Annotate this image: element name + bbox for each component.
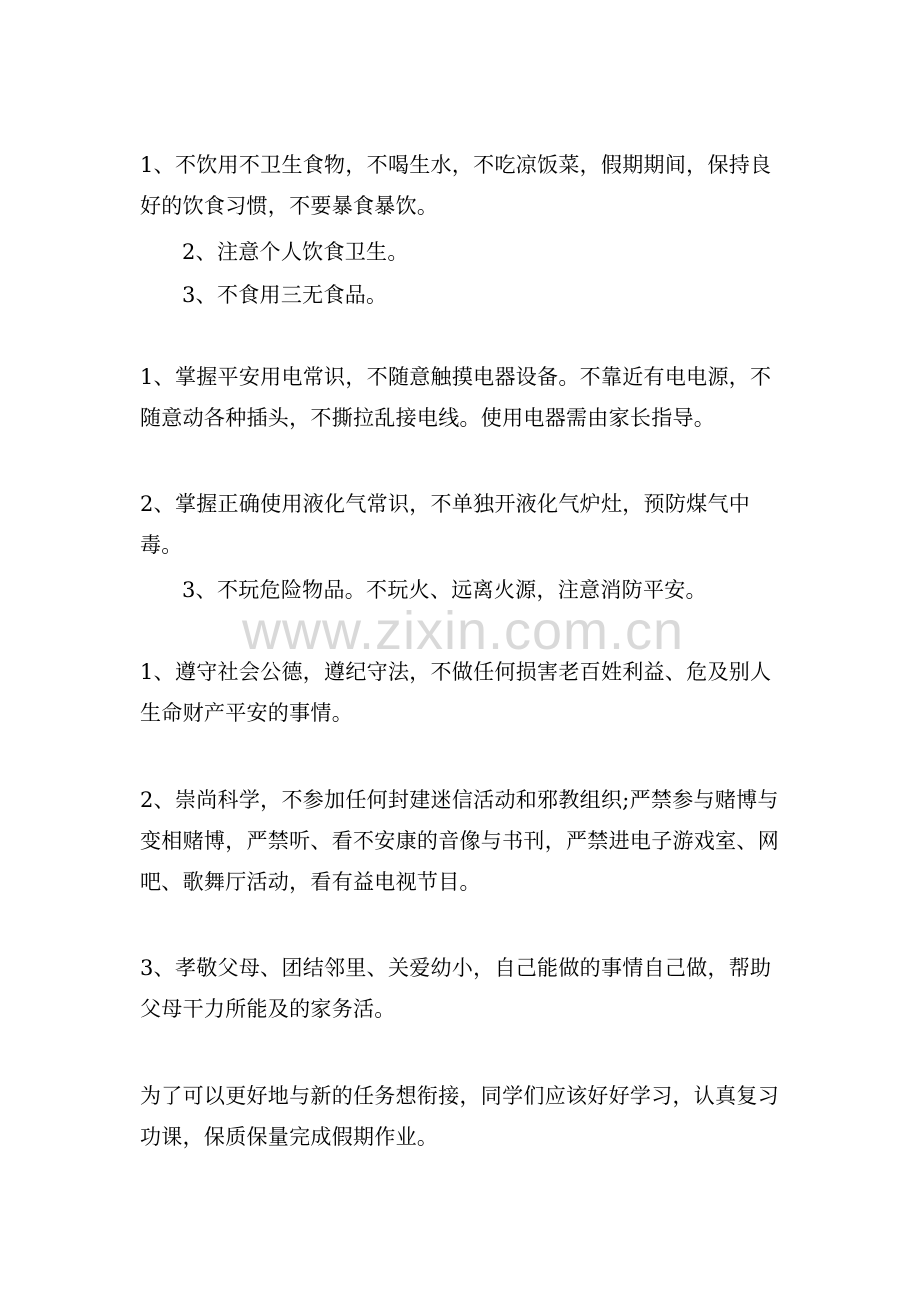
paragraph-electricity-1: 1、掌握平安用电常识，不随意触摸电器设备。不靠近有电电源，不随意动各种插头，不撕拉乱接电线。使用电器需由家长指导。 — [140, 365, 772, 430]
paragraph-diet-2: 2、注意个人饮食卫生。 — [182, 240, 409, 264]
paragraph-fire-3: 3、不玩危险物品。不玩火、远离火源，注意消防平安。 — [182, 578, 707, 602]
paragraph-conduct-3: 3、孝敬父母、团结邻里、关爱幼小，自己能做的事情自己做，帮助父母干力所能及的家务活。 — [140, 956, 772, 1021]
watermark: www.zixin.com.cn — [241, 601, 685, 661]
paragraph-diet-3: 3、不食用三无食品。 — [182, 283, 388, 307]
paragraph-study: 为了可以更好地与新的任务想衔接，同学们应该好好学习，认真复习功课，保质保量完成假期作业。 — [140, 1084, 779, 1149]
paragraph-gas-2: 2、掌握正确使用液化气常识，不单独开液化气炉灶，预防煤气中毒。 — [140, 492, 751, 557]
paragraph-conduct-1: 1、遵守社会公德，遵纪守法，不做任何损害老百姓利益、危及别人生命财产平安的事情。 — [140, 660, 772, 725]
paragraph-conduct-2: 2、崇尚科学，不参加任何封建迷信活动和邪教组织;严禁参与赌博与变相赌博，严禁听、看不安康的音像与书刊，严禁进电子游戏室、网吧、歌舞厅活动，看有益电视节目。 — [140, 788, 779, 894]
paragraph-diet-1: 1、不饮用不卫生食物，不喝生水，不吃凉饭菜，假期期间，保持良好的饮食习惯，不要暴食暴饮。 — [140, 153, 772, 218]
